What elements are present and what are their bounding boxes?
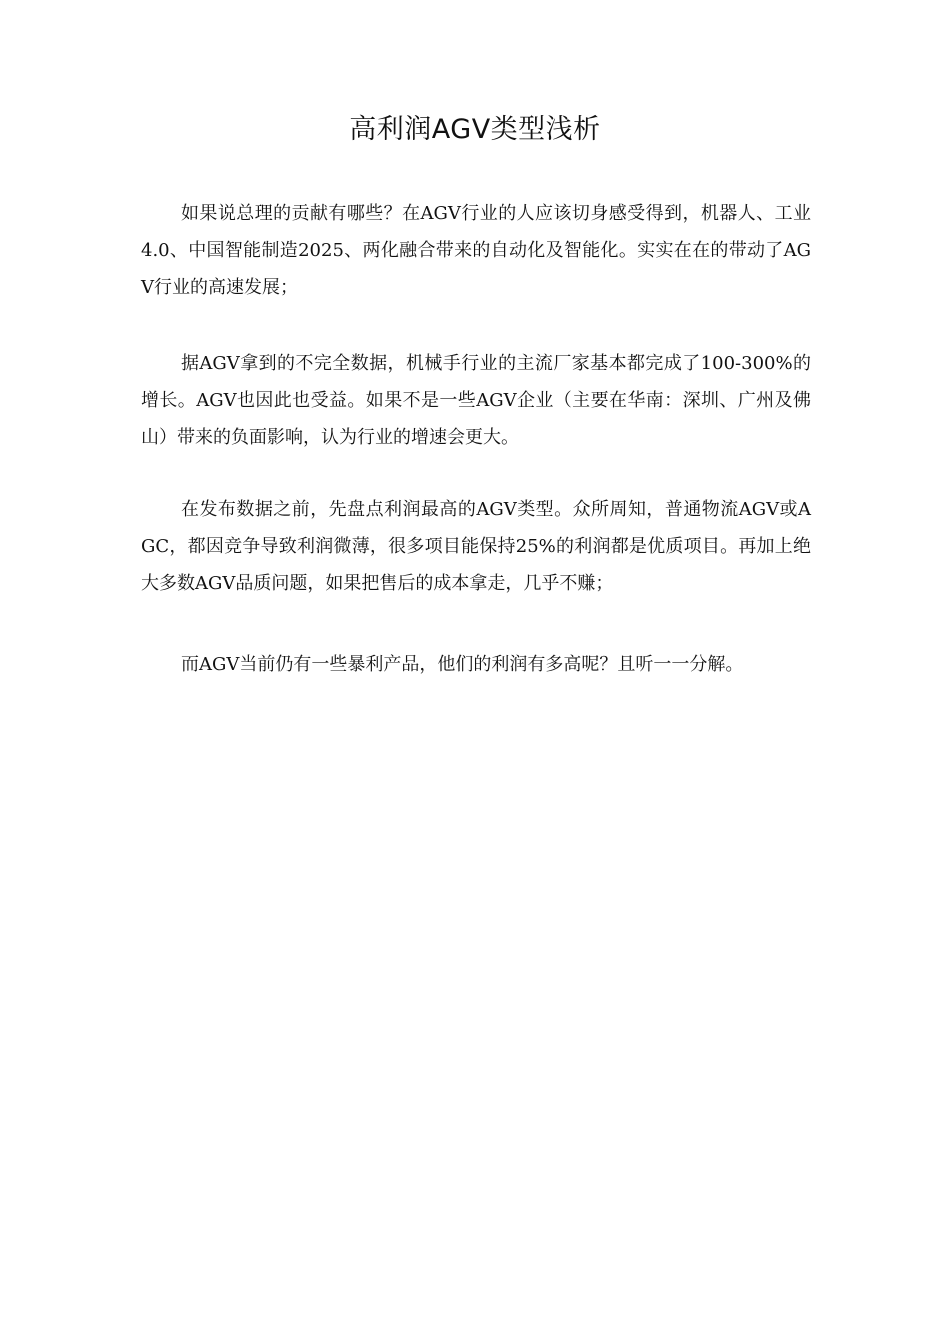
paragraph-4: 而AGV当前仍有一些暴利产品，他们的利润有多高呢？且听一一分解。 [181, 654, 744, 675]
page-title: 高利润AGV类型浅析 [349, 114, 601, 145]
paragraph-2: 据AGV拿到的不完全数据，机械手行业的主流厂家基本都完成了100-300%的增长。AGV也因此也受益。如果不是一些AGV企业（主要在华南：深圳、广州及佛山）带来的负面影响，认为行业的增速会更大。 [141, 353, 811, 448]
paragraph-1: 如果说总理的贡献有哪些？在AGV行业的人应该切身感受得到，机器人、工业4.0、中国智能制造2025、两化融合带来的自动化及智能化。实实在在的带动了AGV行业的高速发展； [141, 203, 811, 298]
paragraph-3: 在发布数据之前，先盘点利润最高的AGV类型。众所周知，普通物流AGV或AGC，都因竞争导致利润微薄，很多项目能保持25%的利润都是优质项目。再加上绝大多数AGV品质问题，如果把售后的成本拿走，几乎不赚； [141, 499, 811, 594]
